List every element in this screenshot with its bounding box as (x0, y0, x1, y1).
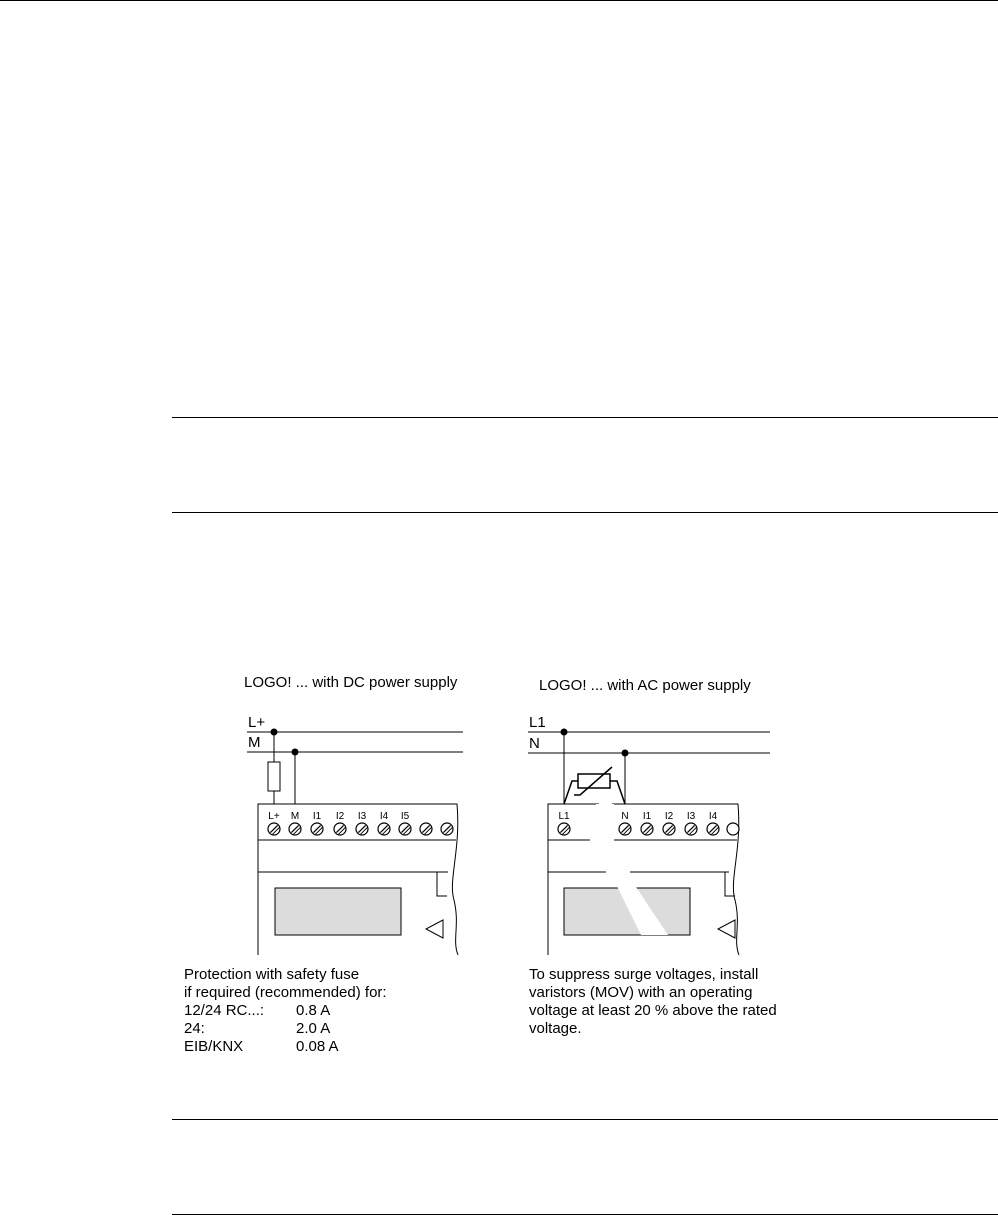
ac-terminal-screw (619, 823, 631, 835)
ac-note-line: voltage at least 20 % above the rated (529, 1002, 777, 1019)
dc-note-line: if required (recommended) for: (184, 984, 387, 1001)
dc-terminal-row (268, 811, 453, 835)
ac-terminal-screw (663, 823, 675, 835)
dc-rail-label-m: M (248, 734, 261, 751)
dc-terminal-screw (441, 823, 453, 835)
ac-terminal-screw (641, 823, 653, 835)
fuse-rating-row (184, 1002, 339, 1020)
dc-terminal-label: I2 (335, 811, 345, 822)
dc-terminal-screw (334, 823, 346, 835)
dc-panel (244, 674, 463, 955)
ac-note-line: voltage. (529, 1020, 582, 1037)
ac-terminal-label: I3 (686, 811, 696, 822)
ac-terminal-label: I2 (664, 811, 674, 822)
ac-arrow-icon (718, 920, 735, 938)
ac-panel (528, 677, 770, 955)
dc-side-latch (437, 872, 447, 896)
dc-terminal-screw (420, 823, 432, 835)
dc-terminal-label: M (290, 811, 300, 822)
fuse-rating-row (184, 1020, 339, 1038)
ac-terminal-label: I1 (642, 811, 652, 822)
safety-fuse (268, 762, 280, 791)
dc-terminal-screw (268, 823, 280, 835)
dc-terminal-label: I1 (312, 811, 322, 822)
dc-panel-title: LOGO! ... with DC power supply (244, 674, 458, 691)
dc-rail-label-lplus: L+ (248, 714, 266, 731)
dc-display-window (275, 888, 401, 935)
dc-terminal-screw (311, 823, 323, 835)
ac-terminal-row (558, 811, 739, 835)
dc-terminal-label: I4 (379, 811, 389, 822)
dc-arrow-icon (426, 920, 443, 938)
ac-rail-label-n: N (529, 735, 540, 752)
ac-terminal-label: N (621, 811, 629, 822)
fuse-rating-table (184, 1002, 339, 1056)
fuse-model: 12/24 RC...: (184, 1002, 265, 1019)
ac-terminal-label: I4 (708, 811, 718, 822)
ac-note-line: To suppress surge voltages, install (529, 966, 759, 983)
dc-note-line: Protection with safety fuse (184, 966, 360, 983)
dc-terminal-label: I5 (400, 811, 410, 822)
fuse-rating-row (184, 1038, 339, 1056)
dc-terminal-label: L+ (268, 811, 280, 822)
fuse-rating: 0.8 A (296, 1002, 331, 1019)
ac-rail-label-l1: L1 (529, 714, 546, 731)
ac-note-line: varistors (MOV) with an operating (529, 984, 753, 1001)
ac-terminal-screw (707, 823, 719, 835)
dc-terminal-screw (356, 823, 368, 835)
dc-terminal-screw (378, 823, 390, 835)
ac-terminal-unused (727, 823, 739, 835)
ac-terminal-label: L1 (558, 811, 570, 822)
dc-terminal-screw (289, 823, 301, 835)
dc-terminal-screw (399, 823, 411, 835)
fuse-rating: 0.08 A (296, 1038, 339, 1055)
fuse-rating: 2.0 A (296, 1020, 331, 1037)
ac-terminal-screw (685, 823, 697, 835)
fuse-model: EIB/KNX (184, 1038, 244, 1055)
ac-panel-title: LOGO! ... with AC power supply (539, 677, 751, 694)
ac-terminal-screw (558, 823, 570, 835)
fuse-model: 24: (184, 1020, 205, 1037)
varistor-mov (564, 767, 625, 804)
dc-terminal-label: I3 (357, 811, 367, 822)
